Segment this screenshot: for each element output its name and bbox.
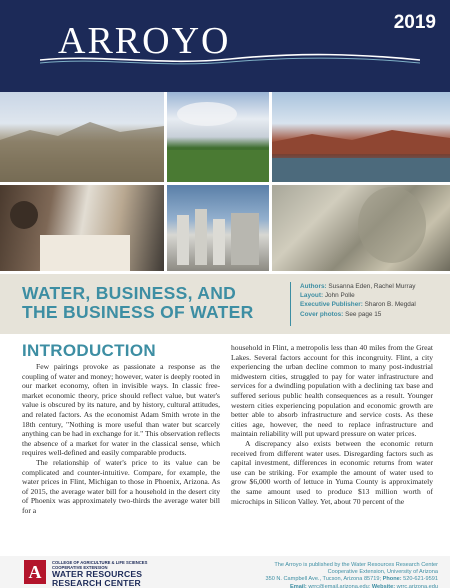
paragraph: The relationship of water's price to its value can be complicated and counter-intuitive. Compare, for example, the water prices in Flint, Michigan to those in Phoenix, Arizona. As of 2015, the average water bill for a household in the desert city of Phoenix was approximately two-thirds the average water bill for a [22, 457, 220, 515]
article-title-line1: WATER, BUSINESS, AND [22, 283, 237, 303]
wave-graphic [40, 52, 420, 66]
article-title-line2: THE BUSINESS OF WATER [22, 302, 254, 322]
body-column-left [22, 362, 220, 516]
email-label: Email: [289, 583, 307, 588]
section-heading: INTRODUCTION [22, 341, 156, 360]
issue-year: 2019 [393, 12, 436, 33]
publisher-line: The Arroyo is published by the Water Resources Research Center [274, 562, 438, 568]
brand-title: ARROYO [58, 20, 231, 62]
photos-value: See page 15 [345, 310, 382, 318]
publisher-label: Executive Publisher: [300, 301, 363, 309]
layout-value: John Polle [324, 292, 355, 300]
photo-desert-city [0, 92, 164, 182]
title-divider [290, 282, 291, 326]
title-band [0, 274, 450, 334]
university-logo-icon: A [24, 560, 46, 584]
photo-farm-field [167, 92, 269, 182]
footer-info [218, 562, 438, 588]
website-label: Website: [371, 583, 396, 588]
paragraph: Few pairings provoke as passionate a response as the coupling of water and money; however, water is deeply rooted in our market economy, often in invisible ways. In classic free-market economic theory, price should reflect value, but water's value is obscured by its nature, and by history, cultural attitudes, and related factors. As the economist Adam Smith wrote in the 18th century, "Nothing is more useful than water but scarcely anything can be had in exchange for it." This observation reflects the absence of a market for water in the classical sense, which requires well-defined and easily comparable products. [22, 362, 221, 458]
phone-label: Phone: [382, 576, 402, 583]
photo-money-bill [272, 185, 450, 271]
phone: 520-621-9591 [403, 576, 438, 583]
paragraph: A discrepancy also exists between the economic return received from different water uses. Disregarding factors such as capital investment, differences in economic returns from water use can be striking. For example the amount of water used to grow $6,000 worth of lettuce in Yuma County is approximately the same amount used to produce $13 million worth of microchips in Silicon Valley. Yet, about 70 percent of the [231, 438, 433, 506]
college-name: COLLEGE OF AGRICULTURE & LIFE SCIENCES [52, 560, 148, 565]
photo-canyon-river [272, 92, 450, 182]
address: 350 N. Campbell Ave., Tucson, Arizona 85719; [265, 576, 382, 583]
paragraph: household in Flint, a metropolis less than 40 miles from the Great Lakes. Several factors account for this incongruity. Flint, a city experiencing the urban decline common to many post-industrial midwestern cities, struggled to pay for water infrastructure and services for a dwindling population with a declining tax base and suffered serious public health consequences as a result. Younger western cities experiencing population and economic growth are better able to absorb infrastructure and service costs. As these cities age, however, the need to replace infrastructure and maintain reliability will put upward pressure on water prices. [231, 343, 433, 439]
photos-label: Cover photos: [300, 310, 344, 318]
authors-label: Authors: [300, 283, 327, 290]
center-name-line2: RESEARCH CENTER [52, 577, 141, 588]
center-name [52, 570, 142, 587]
authors-value: Susanna Eden, Rachel Murray [328, 283, 416, 290]
photo-business-meeting [0, 185, 164, 271]
publisher-value: Sharon B. Megdal [364, 301, 416, 309]
website-link[interactable]: wrrc.arizona.edu [396, 583, 438, 588]
layout-label: Layout: [300, 292, 324, 300]
extension-name: COOPERATIVE EXTENSION [52, 565, 108, 570]
extension-line: Cooperative Extension, University of Arizona [327, 569, 438, 576]
photo-industrial-plant [167, 185, 269, 271]
credits-block [300, 282, 448, 319]
masthead [0, 0, 450, 92]
body-column-right [231, 343, 433, 506]
email-link[interactable]: wrrc@email.arizona.edu; [308, 583, 371, 588]
center-name-line1: WATER RESOURCES [52, 569, 143, 579]
article-title [22, 284, 290, 322]
